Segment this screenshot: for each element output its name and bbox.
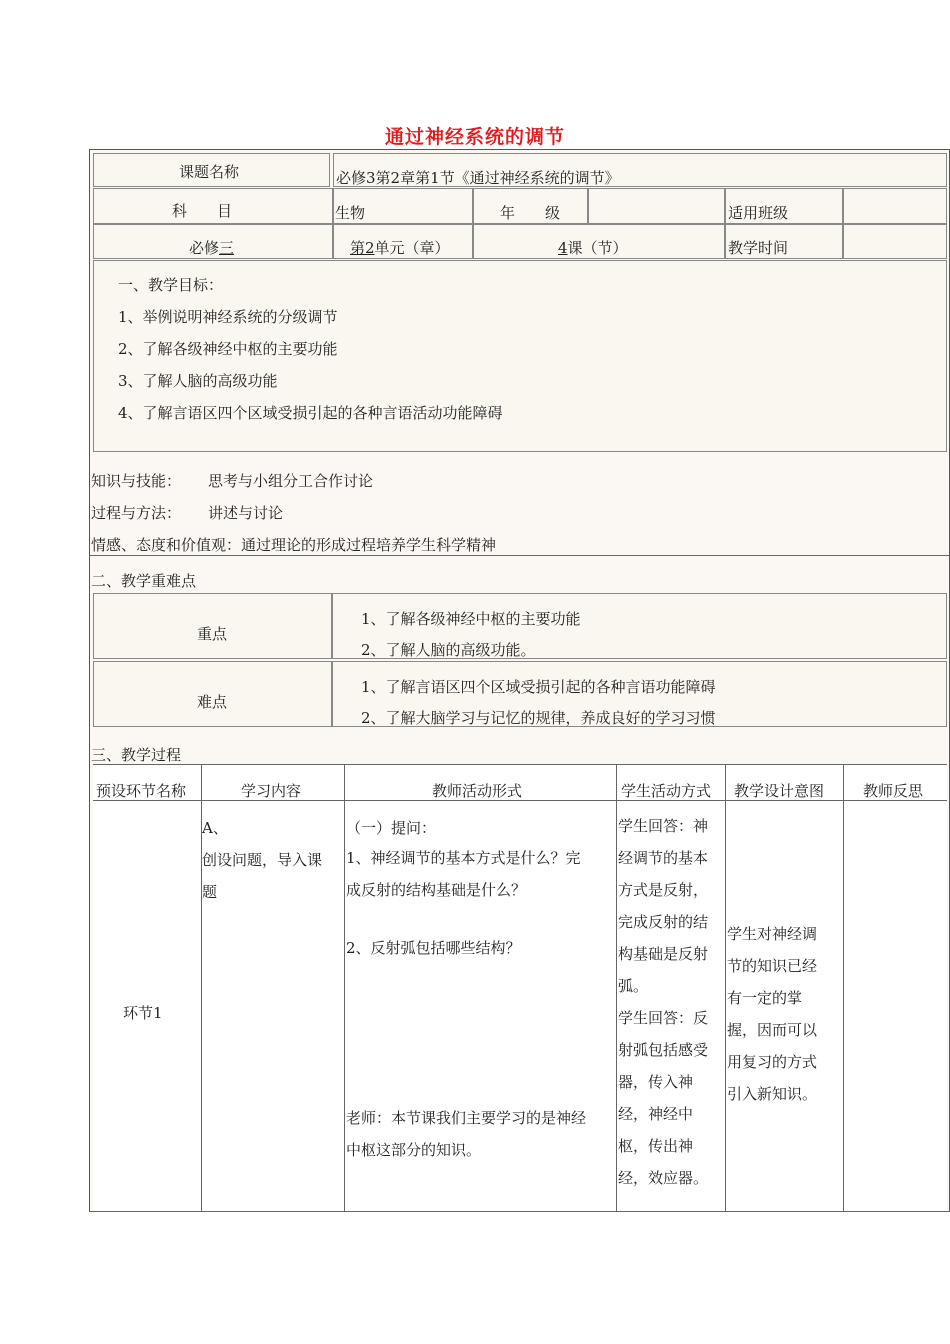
topic-value-cell: [333, 153, 947, 187]
table-top-border: [93, 764, 947, 765]
col-header-name: 预设环节名称: [96, 782, 187, 800]
column-divider: [344, 764, 345, 1212]
student-line: 学生回答：神: [618, 817, 709, 835]
column-divider: [843, 764, 844, 1212]
design-intent: [727, 918, 817, 1110]
subject-value-cell: [333, 188, 473, 224]
dimension-process-label: 过程与方法：: [91, 504, 182, 522]
lesson-cell: [473, 224, 725, 259]
teacher-intro: （一）提问：: [346, 819, 437, 837]
topic-value: 必修3第2章第1节《通过神经系统的调节》: [336, 169, 620, 187]
student-line: 完成反射的结: [618, 913, 709, 931]
dimension-knowledge-value: 思考与小组分工合作讨论: [208, 472, 374, 490]
stage-name: 环节1: [123, 1004, 163, 1022]
content-line: A、: [202, 819, 228, 837]
lesson-number: 4: [558, 239, 568, 257]
difficulty-item: 1、了解言语区四个区域受损引起的各种言语功能障碍: [361, 678, 716, 696]
intent-line: 有一定的掌: [727, 989, 803, 1007]
grade-value-cell: [588, 188, 725, 224]
time-value-cell: [843, 224, 947, 259]
objective-item: 3、了解人脑的高级功能: [118, 372, 278, 390]
unit-label: 单元（章）: [374, 239, 450, 257]
divider: [89, 555, 950, 556]
teacher-line: 老师：本节课我们主要学习的是神经: [346, 1109, 587, 1127]
col-header-student: 学生活动方式: [621, 782, 712, 800]
unit-number: 第2: [350, 239, 375, 257]
objective-item: 4、了解言语区四个区域受损引起的各种言语活动功能障碍: [118, 404, 503, 422]
student-line: 器，传入神: [618, 1073, 694, 1091]
student-line: 经调节的基本: [618, 849, 709, 867]
intent-line: 节的知识已经: [727, 957, 818, 975]
objective-item: 1、举例说明神经系统的分级调节: [118, 308, 338, 326]
document-title: 通过神经系统的调节: [384, 126, 565, 148]
objective-item: 2、了解各级神经中枢的主要功能: [118, 340, 338, 358]
lesson-value: [558, 238, 628, 258]
teacher-question-1: [346, 842, 581, 906]
difficulty-items-cell: [332, 661, 947, 727]
lesson-label: 课（节）: [567, 239, 628, 257]
subject-value: 生物: [335, 204, 366, 222]
class-label: 适用班级: [728, 204, 789, 222]
subject-label: 科 目: [172, 202, 233, 220]
time-label: 教学时间: [728, 239, 789, 257]
topic-label-cell: [93, 153, 330, 187]
dimension-process-value: 讲述与讨论: [208, 504, 284, 522]
dimension-attitude-value: 通过理论的形成过程培养学生科学精神: [241, 536, 497, 554]
teacher-line: 1、神经调节的基本方式是什么？完: [346, 849, 581, 867]
student-activity: [618, 810, 708, 1194]
difficulty-label-cell: [93, 661, 332, 727]
student-line: 经，效应器。: [618, 1169, 709, 1187]
dimension-attitude: [91, 535, 496, 555]
focus-items-cell: [332, 593, 947, 659]
topic-label: 课题名称: [179, 163, 240, 181]
col-header-teacher: 教师活动形式: [432, 782, 523, 800]
student-line: 方式是反射，: [618, 881, 709, 899]
grade-label-cell: [473, 188, 588, 224]
course-value: [189, 238, 234, 258]
teacher-question-2: 2、反射弧包括哪些结构？: [346, 939, 521, 957]
process-heading: 三、教学过程: [91, 746, 182, 764]
column-divider: [616, 764, 617, 1212]
content-line: 创设问题，导入课: [202, 851, 323, 869]
focus-label: 重点: [197, 625, 228, 643]
dimension-knowledge-label: 知识与技能：: [91, 472, 182, 490]
focus-label-cell: [93, 593, 332, 659]
intent-line: 握，因而可以: [727, 1021, 818, 1039]
focus-item: 2、了解人脑的高级功能。: [361, 641, 536, 659]
difficulty-item: 2、了解大脑学习与记忆的规律，养成良好的学习习惯: [361, 709, 716, 727]
intent-line: 学生对神经调: [727, 925, 818, 943]
intent-line: 用复习的方式: [727, 1053, 818, 1071]
stage-content: [202, 812, 322, 908]
student-line: 学生回答：反: [618, 1009, 709, 1027]
col-header-intent: 教学设计意图: [734, 782, 825, 800]
student-line: 射弧包括感受: [618, 1041, 709, 1059]
unit-value: [350, 238, 450, 258]
unit-cell: [333, 224, 473, 259]
objectives-heading: 一、教学目标：: [118, 276, 224, 294]
subject-label-cell: [93, 188, 333, 224]
course-number: 三: [219, 239, 235, 257]
dimension-attitude-label: 情感、态度和价值观：: [91, 536, 242, 554]
class-value-cell: [843, 188, 947, 224]
focus-item: 1、了解各级神经中枢的主要功能: [361, 610, 581, 628]
col-header-reflection: 教师反思: [863, 782, 924, 800]
course-prefix: 必修: [189, 239, 220, 257]
column-divider: [725, 764, 726, 1212]
student-line: 弧。: [618, 977, 649, 995]
teacher-note: [346, 1102, 586, 1166]
teacher-line: 中枢这部分的知识。: [346, 1141, 482, 1159]
class-label-cell: [725, 188, 843, 224]
keypoints-heading: 二、教学重难点: [91, 572, 197, 590]
teacher-line: 成反射的结构基础是什么？: [346, 881, 527, 899]
course-cell: [93, 224, 333, 259]
time-label-cell: [725, 224, 843, 259]
student-line: 经，神经中: [618, 1105, 694, 1123]
student-line: 枢，传出神: [618, 1137, 694, 1155]
grade-label: 年 级: [500, 204, 561, 222]
student-line: 构基础是反射: [618, 945, 709, 963]
content-line: 题: [202, 883, 218, 901]
table-bottom-border: [89, 1211, 950, 1212]
difficulty-label: 难点: [197, 693, 228, 711]
intent-line: 引入新知识。: [727, 1085, 818, 1103]
col-header-content: 学习内容: [241, 782, 302, 800]
